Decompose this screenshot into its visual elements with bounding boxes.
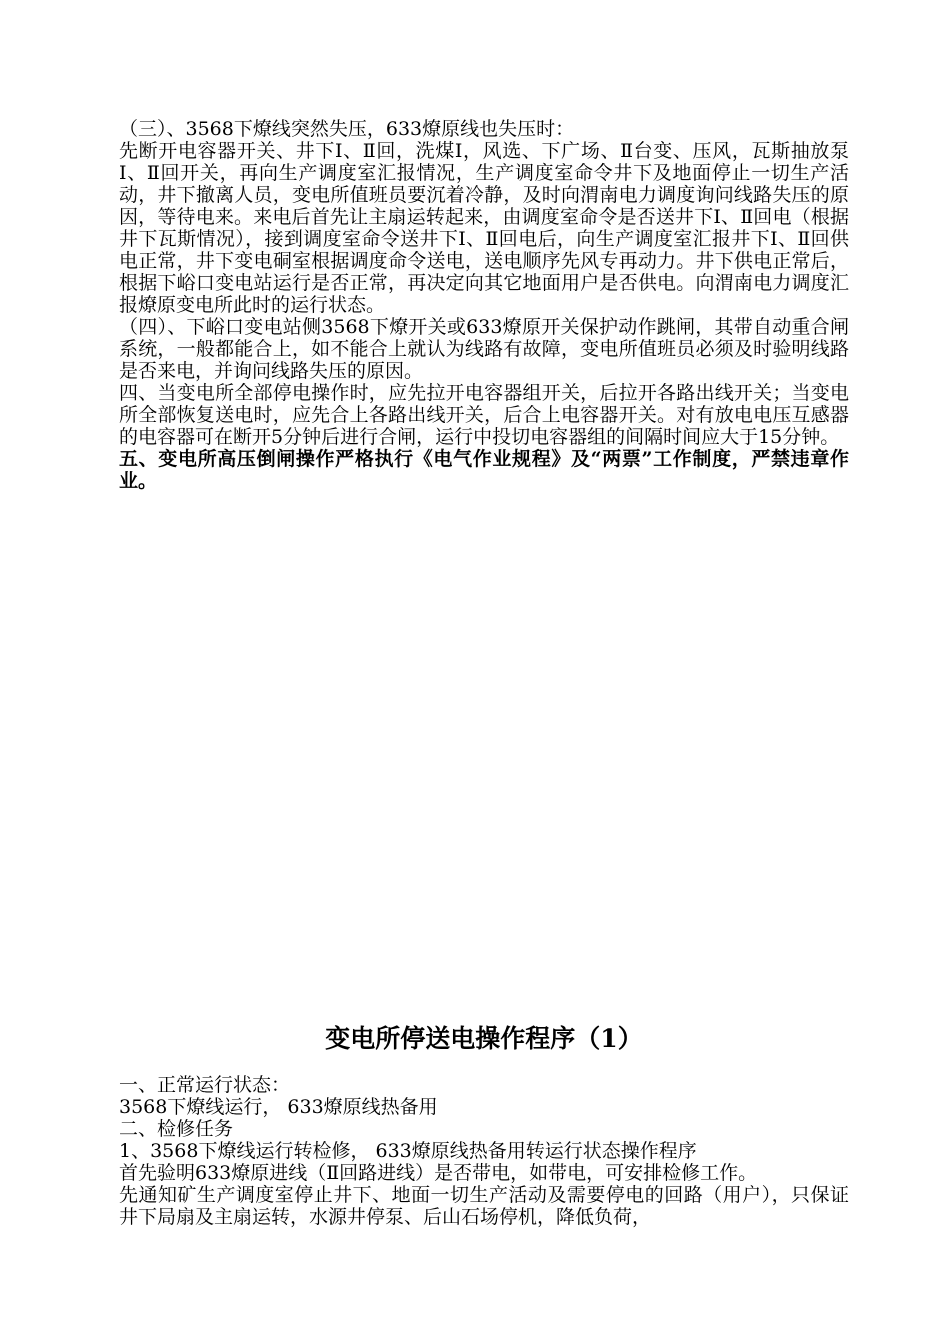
paragraph-normal-state: 3568下燎线运行， 633燎原线热备用 — [119, 1096, 438, 1118]
paragraph-maintenance-task-1: 1、3568下燎线运行转检修， 633燎原线热备用转运行状态操作程序 — [119, 1140, 697, 1162]
paragraph-maintenance-heading: 二、检修任务 — [119, 1118, 234, 1140]
paragraph-case-3-heading: （三）、3568下燎线突然失压，633燎原线也失压时： — [119, 118, 575, 140]
paragraph-verify-line: 首先验明633燎原进线（Ⅱ回路进线）是否带电，如带电，可安排检修工作。 — [119, 1162, 758, 1184]
paragraph-case-3-body: 先断开电容器开关、井下Ⅰ、Ⅱ回，洗煤Ⅰ，风选、下广场、Ⅱ台变、压风，瓦斯抽放泵Ⅰ、Ⅱ回开关，再向生产调度室汇报情况，生产调度室命令井下及地面停止一切生产活动，井下撤离人员，变电所值班员要沉着冷静，及时向渭南电力调度询问线路失压的原因，等待电来。来电后首先让主扇运转起来，由调度室命令是否送井下Ⅰ、Ⅱ回电（根据井下瓦斯情况），接到调度室命令送井下Ⅰ、Ⅱ回电后，向生产调度室汇报井下Ⅰ、Ⅱ回供电正常，井下变电硐室根据调度命令送电，送电顺序先风专再动力。井下供电正常后，根据下峪口变电站运行是否正常，再决定向其它地面用户是否供电。向渭南电力调度汇报燎原变电所此时的运行状态。 — [119, 140, 849, 316]
paragraph-rule-5-bold: 五、变电所高压倒闸操作严格执行《电气作业规程》及“两票”工作制度，严禁违章作业。 — [119, 448, 849, 492]
section-title: 变电所停送电操作程序（1） — [325, 1024, 643, 1053]
paragraph-rule-4: 四、当变电所全部停电操作时，应先拉开电容器组开关，后拉开各路出线开关；当变电所全部恢复送电时，应先合上各路出线开关，后合上电容器开关。对有放电电压互感器的电容器可在断开5分钟后进行合闸，运行中投切电容器组的间隔时间应大于15分钟。 — [119, 382, 849, 448]
paragraph-normal-state-heading: 一、正常运行状态： — [119, 1074, 291, 1096]
document-section-procedure — [119, 1024, 849, 1228]
paragraph-case-4: （四）、下峪口变电站侧3568下燎开关或633燎原开关保护动作跳闸，其带自动重合闸系统，一般都能合上，如不能合上就认为线路有故障，变电所值班员必须及时验明线路是否来电，并询问线路失压的原因。 — [119, 316, 849, 382]
paragraph-notify-dispatch: 先通知矿生产调度室停止井下、地面一切生产活动及需要停电的回路（用户），只保证井下局扇及主扇运转，水源井停泵、后山石场停机，降低负荷， — [119, 1184, 849, 1228]
document-page-upper — [119, 118, 849, 492]
